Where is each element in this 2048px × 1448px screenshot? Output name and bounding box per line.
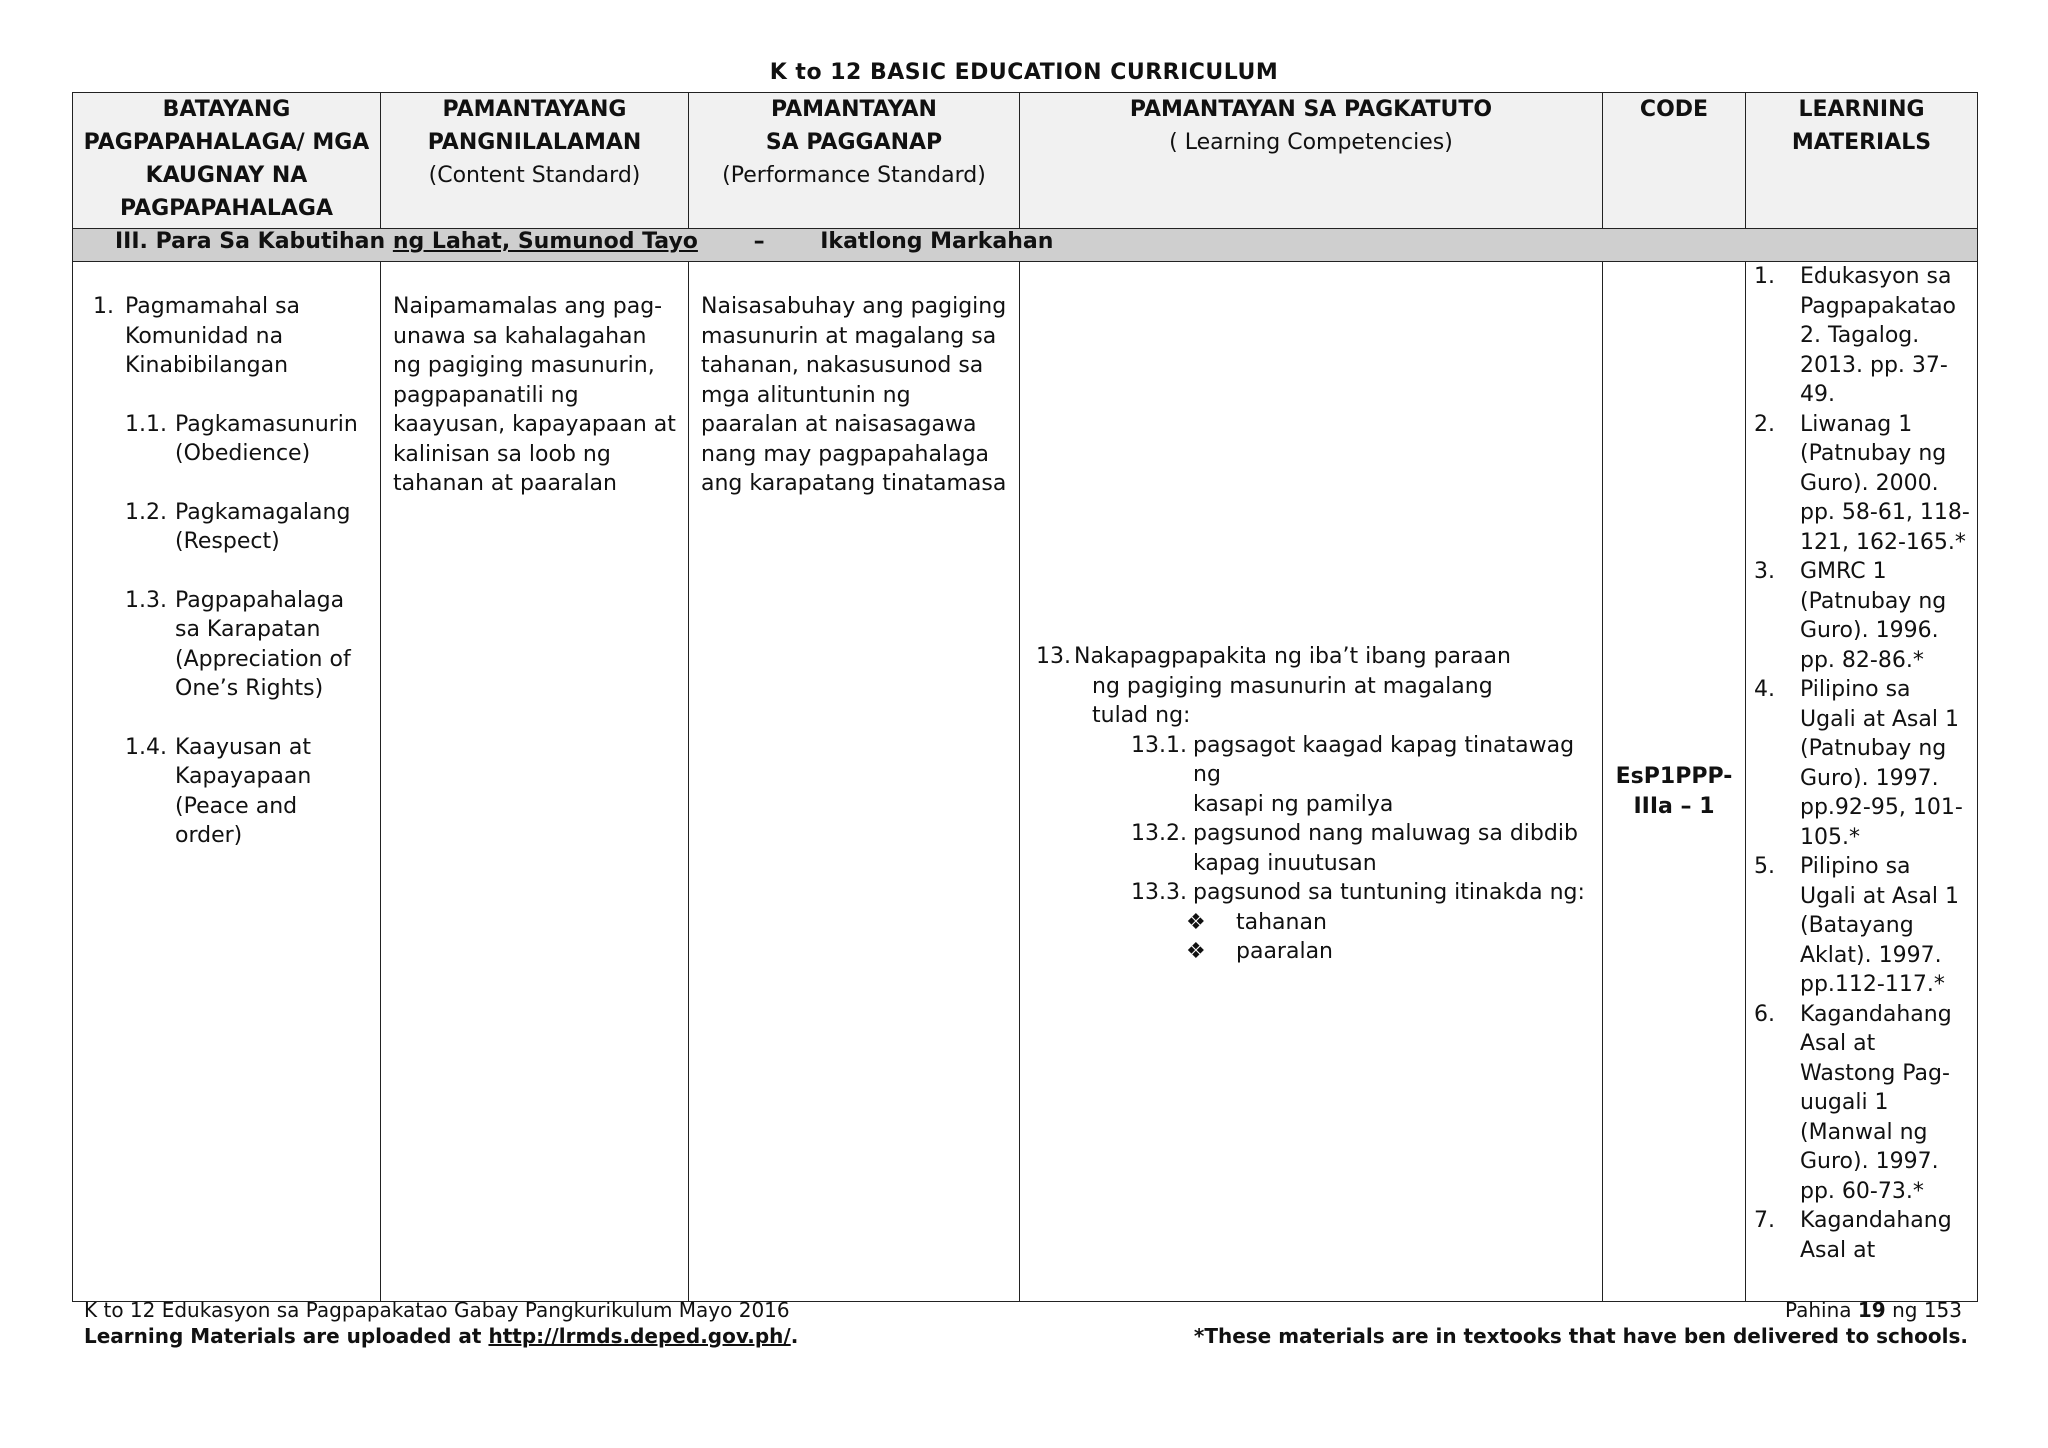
footer-materials-note: Learning Materials are uploaded at http://lrmds.deped.gov.ph/. <box>84 1324 799 1348</box>
code-cell: EsP1PPP- IIIa – 1 <box>1603 262 1746 1302</box>
sub-value-item: 1.3. Pagpapahalaga sa Karapatan (Appreciation of One’s Rights) <box>125 587 351 701</box>
performance-standard-cell: Naisasabuhay ang pagiging masunurin at magalang sa tahanan, nakasusunod sa mga alituntunin ng paaralan at naisasagawa nang may pagpapahalaga ang karapatang tinatamasa <box>689 262 1020 1302</box>
bullet-item: ❖ paaralan <box>1186 937 1592 967</box>
diamond-bullet-icon: ❖ <box>1186 939 1206 964</box>
bullet-item: ❖ tahanan <box>1186 908 1592 938</box>
header-learning-materials: LEARNING MATERIALS <box>1746 93 1978 229</box>
learning-materials-cell <box>1746 262 1978 1302</box>
content-standard-cell: Naipamamalas ang pag-unawa sa kahalagahan ng pagiging masunurin, pagpapanatili ng kaayusan, kapayapaan at kalinisan sa loob ng tahanan at paaralan <box>381 262 689 1302</box>
material-item: 3. GMRC 1 (Patnubay ng Guro). 1996. pp. 82-86.* <box>1754 559 1947 673</box>
competency-item: 13. Nakapagpapakita ng iba’t ibang paraan <box>1036 644 1511 669</box>
footer-page-number: Pahina 19 ng 153 <box>1784 1298 1962 1322</box>
main-value-item: 1. Pagmamahal sa Komunidad na Kinabibilangan <box>93 294 301 378</box>
header-learning-competencies: PAMANTAYAN SA PAGKATUTO ( Learning Competencies) <box>1020 93 1603 229</box>
sub-value-item: 1.4. Kaayusan at Kapayapaan (Peace and order) <box>125 734 312 848</box>
competency-sub-item: 13.1. pagsagot kaagad kapag tinatawag ng <box>1131 732 1575 787</box>
diamond-bullet-icon: ❖ <box>1186 909 1206 935</box>
footer-document-name: K to 12 Edukasyon sa Pagpapakatao Gabay Pangkurikulum Mayo 2016 <box>84 1298 790 1322</box>
quarter-row <box>73 229 1978 262</box>
header-values: BATAYANG PAGPAPAHALAGA/ MGA KAUGNAY NA PAGPAPAHALAGA <box>73 93 381 229</box>
footer-textbook-note: *These materials are in textooks that have ben delivered to schools. <box>1193 1324 1968 1348</box>
material-item: 4. Pilipino sa Ugali at Asal 1 (Patnubay ng Guro). 1997. pp.92-95, 101-105.* <box>1754 677 1963 850</box>
content-row <box>73 262 1978 1302</box>
header-performance-standard: PAMANTAYAN SA PAGGANAP (Performance Standard) <box>689 93 1020 229</box>
values-cell <box>73 262 381 1302</box>
lrmds-link[interactable]: http://lrmds.deped.gov.ph/ <box>488 1324 791 1348</box>
header-content-standard: PAMANTAYANG PANGNILALAMAN (Content Standard) <box>381 93 689 229</box>
material-item: 1. Edukasyon sa Pagpapakatao 2. Tagalog. 2013. pp. 37-49. <box>1754 264 1957 407</box>
material-item: 7. Kagandahang Asal at <box>1754 1208 1952 1263</box>
sub-value-item: 1.2. Pagkamagalang (Respect) <box>125 499 351 554</box>
competency-sub-item: 13.3. pagsunod sa tuntuning itinakda ng: <box>1131 880 1585 905</box>
table-header-row <box>73 93 1978 229</box>
material-item: 5. Pilipino sa Ugali at Asal 1 (Batayang Aklat). 1997. pp.112-117.* <box>1754 854 1959 997</box>
quarter-title: III. Para Sa Kabutihan ng Lahat, Sumunod Tayo – Ikatlong Markahan <box>73 229 1978 262</box>
document-title: K to 12 BASIC EDUCATION CURRICULUM <box>769 60 1279 85</box>
competency-sub-item: 13.2. pagsunod nang maluwag sa dibdib <box>1131 821 1578 846</box>
material-item: 2. Liwanag 1 (Patnubay ng Guro). 2000. pp. 58-61, 118-121, 162-165.* <box>1754 411 1970 555</box>
header-code: CODE <box>1603 93 1746 229</box>
curriculum-table <box>72 92 1978 1302</box>
learning-competency-cell: 13. Nakapagpapakita ng iba’t ibang paraan ng pagiging masunurin at magalang tulad ng: 13.1. pagsagot kaagad kapag tinatawag ng kasapi ng pamilya 13.2. pagsunod nang maluwag sa dibdib kapag inuutusan 13.3. pagsunod sa tuntuning itinakda ng: ❖ tahanan ❖ paaralan <box>1020 262 1603 1302</box>
material-item: 6. Kagandahang Asal at Wastong Pag-uugali 1 (Manwal ng Guro). 1997. pp. 60-73.* <box>1754 1001 1952 1204</box>
sub-value-item: 1.1. Pagkamasunurin (Obedience) <box>125 411 358 466</box>
